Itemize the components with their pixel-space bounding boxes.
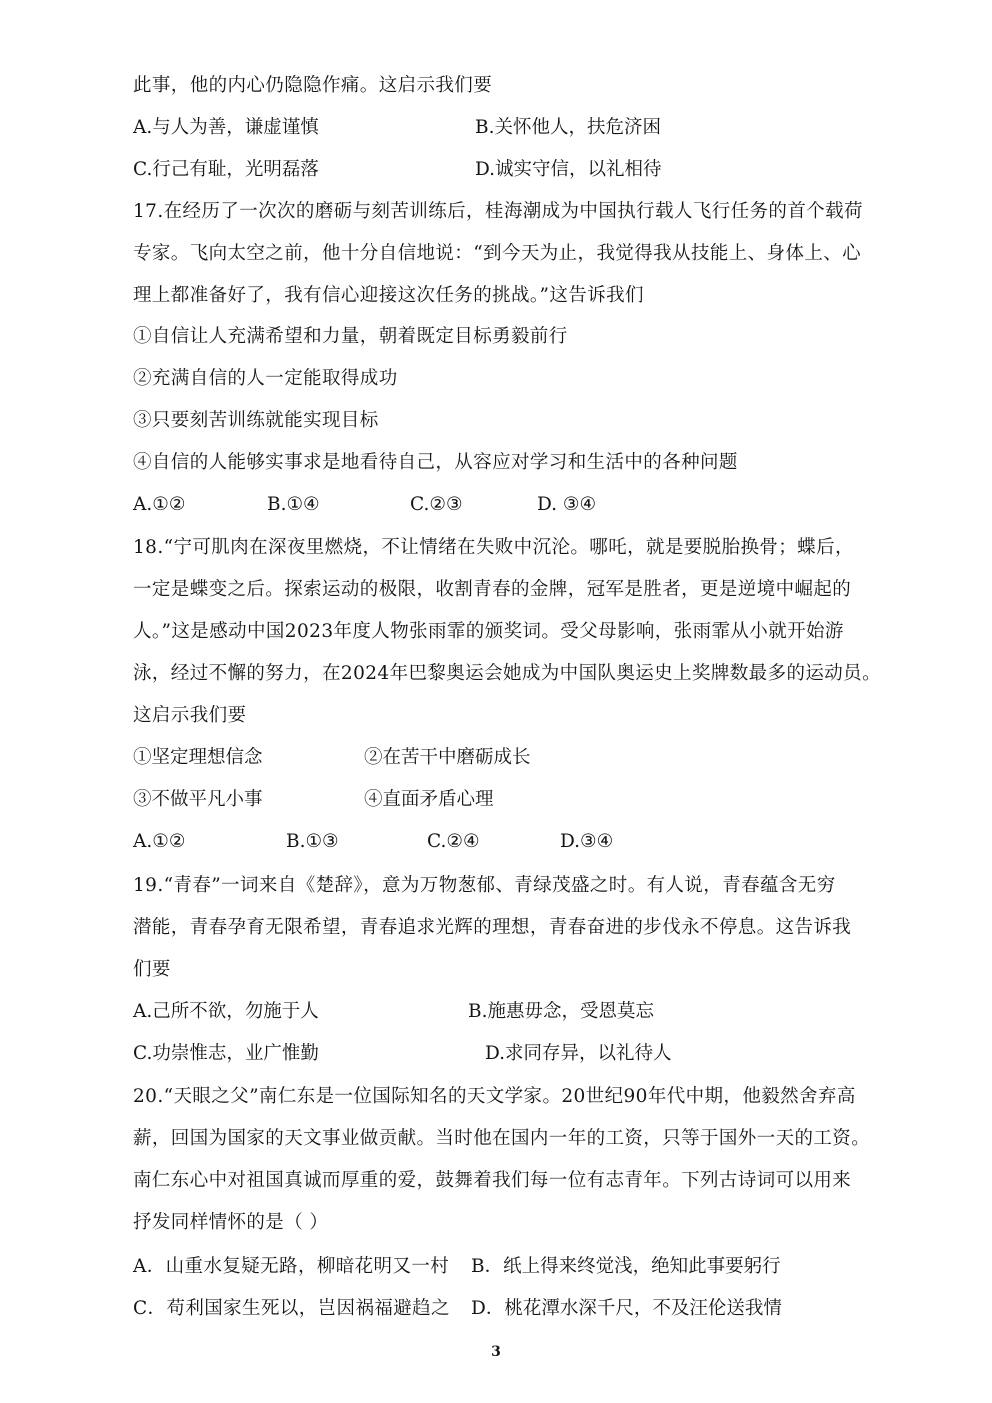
q20-option-a: A．山重水复疑无路，柳暗花明又一村 (133, 1256, 450, 1277)
q18-statement-3: ③不做平凡小事 (133, 789, 263, 810)
q16-option-d: D.诚实守信，以礼相待 (475, 159, 662, 180)
q20-stem-line-3: 南仁东心中对祖国真诚而厚重的爱，鼓舞着我们每一位有志青年。下列古诗词可以用来 (133, 1170, 852, 1191)
page-number: 3 (491, 1344, 501, 1360)
q17-stem-line-1: 17.在经历了一次次的磨砺与刻苦训练后，桂海潮成为中国执行载人飞行任务的首个载荷 (133, 201, 863, 222)
q17-option-c: C.②③ (410, 494, 463, 515)
q17-statement-4: ④自信的人能够实事求是地看待自己，从容应对学习和生活中的各种问题 (133, 452, 738, 473)
q18-option-a: A.①② (133, 831, 186, 852)
q19-option-c: C.功崇惟志，业广惟勤 (133, 1043, 319, 1064)
q18-option-c: C.②④ (427, 831, 480, 852)
q19-stem-line-2: 潜能，青春孕育无限希望，青春追求光辉的理想，青春奋进的步伐永不停息。这告诉我 (133, 917, 852, 938)
q20-option-d: D．桃花潭水深千尺，不及汪伦送我情 (471, 1298, 782, 1319)
q18-statement-2: ②在苦干中磨砺成长 (364, 747, 531, 768)
q18-stem-line-4: 泳，经过不懈的努力，在2024年巴黎奥运会她成为中国队奥运史上奖牌数最多的运动员。 (133, 663, 881, 684)
q19-stem-line-1: 19.“青春”一词来自《楚辞》，意为万物葱郁、青绿茂盛之时。有人说，青春蕴含无穷 (133, 875, 836, 896)
q17-stem-line-2: 专家。飞向太空之前，他十分自信地说：“到今天为止，我觉得我从技能上、身体上、心 (133, 243, 862, 264)
q19-stem-line-3: 们要 (133, 959, 171, 980)
q20-options-row-1 (133, 1255, 449, 1279)
q20-stem-line-4: 抒发同样情怀的是（ ） (133, 1212, 329, 1233)
q17-option-d: D. ③④ (537, 494, 597, 515)
q19-option-a: A.己所不欲，勿施于人 (133, 1001, 319, 1022)
q16-stem-tail: 此事，他的内心仍隐隐作痛。这启示我们要 (133, 75, 493, 96)
q20-stem-line-2: 薪，回国为国家的天文事业做贡献。当时他在国内一年的工资，只等于国外一天的工资。 (133, 1128, 871, 1149)
q18-option-b: B.①③ (286, 831, 339, 852)
q19-option-b: B.施惠毋念，受恩莫忘 (468, 1001, 654, 1022)
q17-statement-1: ①自信让人充满希望和力量，朝着既定目标勇毅前行 (133, 326, 568, 347)
q18-statement-4: ④直面矛盾心理 (364, 789, 494, 810)
q17-statement-2: ②充满自信的人一定能取得成功 (133, 368, 398, 389)
q16-option-b: B.关怀他人，扶危济困 (475, 117, 661, 138)
q18-stem-line-3: 人。”这是感动中国2023年度人物张雨霏的颁奖词。受父母影响，张雨霏从小就开始游 (133, 621, 844, 642)
q20-option-c: C．苟利国家生死以，岂因祸福避趋之 (133, 1298, 450, 1319)
q16-option-a: A.与人为善，谦虚谨慎 (133, 117, 319, 138)
q20-option-b: B．纸上得来终觉浅，绝知此事要躬行 (471, 1256, 781, 1277)
q18-stem-line-5: 这启示我们要 (133, 705, 247, 726)
q20-stem-line-1: 20.“天眼之父”南仁东是一位国际知名的天文学家。20世纪90年代中期，他毅然舍弃高 (133, 1086, 856, 1107)
q20-options-row-2 (133, 1297, 450, 1321)
q17-option-b: B.①④ (267, 494, 320, 515)
q19-option-d: D.求同存异，以礼待人 (485, 1043, 672, 1064)
q16-option-c: C.行己有耻，光明磊落 (133, 159, 319, 180)
q17-stem-line-3: 理上都准备好了，我有信心迎接这次任务的挑战。”这告诉我们 (133, 285, 644, 306)
q18-stem-line-2: 一定是蝶变之后。探索运动的极限，收割青春的金牌，冠军是胜者，更是逆境中崛起的 (133, 579, 852, 600)
q17-option-a: A.①② (133, 494, 186, 515)
q18-stem-line-1: 18.“宁可肌肉在深夜里燃烧，不让情绪在失败中沉沦。哪吒，就是要脱胎换骨；蝶后， (133, 537, 854, 558)
q18-statement-1: ①坚定理想信念 (133, 747, 263, 768)
q18-option-d: D.③④ (560, 831, 614, 852)
q17-statement-3: ③只要刻苦训练就能实现目标 (133, 410, 379, 431)
